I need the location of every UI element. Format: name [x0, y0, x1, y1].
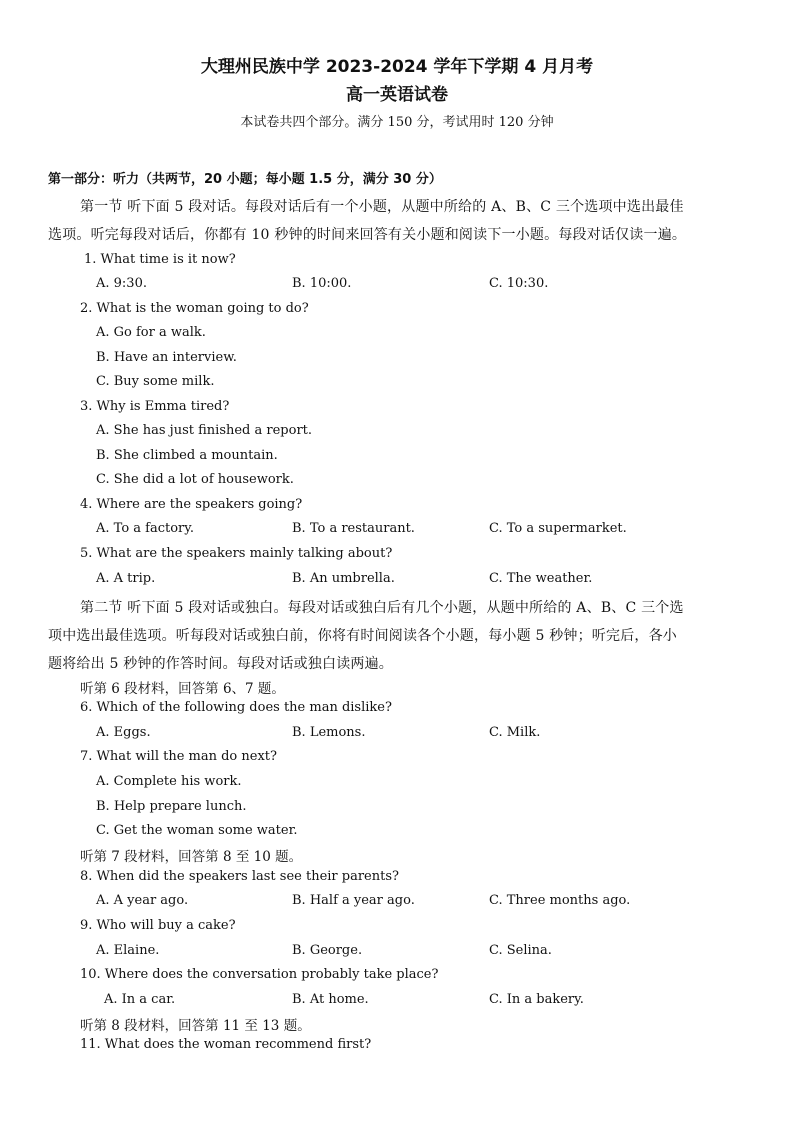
- q1-option-c: C. 10:30.: [489, 276, 549, 291]
- question-11: 11. What does the woman recommend first?: [80, 1037, 372, 1052]
- q9-option-b: B. George.: [292, 943, 363, 958]
- q8-option-b: B. Half a year ago.: [292, 893, 415, 908]
- question-7: 7. What will the man do next?: [80, 749, 277, 764]
- q4-option-a: A. To a factory.: [96, 521, 195, 536]
- section2-instruction-line1: 第二节 听下面 5 段对话或独白。每段对话或独白后有几个小题，从题中所给的 A、B、C 三个选: [80, 600, 684, 616]
- q4-option-c: C. To a supermarket.: [489, 521, 627, 536]
- listening-hint-8: 听第 8 段材料，回答第 11 至 13 题。: [80, 1018, 311, 1034]
- q8-option-a: A. A year ago.: [96, 893, 189, 908]
- section2-instruction-line2: 项中选出最佳选项。听每段对话或独白前，你将有时间阅读各个小题，每小题 5 秒钟；听完后，各小: [48, 628, 678, 644]
- exam-title: 大理州民族中学 2023-2024 学年下学期 4 月月考: [200, 57, 594, 77]
- q3-option-a: A. She has just finished a report.: [96, 423, 313, 438]
- q5-option-a: A. A trip.: [96, 571, 156, 586]
- q10-option-c: C. In a bakery.: [489, 992, 584, 1007]
- q9-option-a: A. Elaine.: [96, 943, 160, 958]
- listening-hint-7: 听第 7 段材料，回答第 8 至 10 题。: [80, 849, 303, 865]
- q2-option-a: A. Go for a walk.: [96, 325, 206, 340]
- q2-option-b: B. Have an interview.: [96, 350, 237, 365]
- section2-instruction-line3: 题将给出 5 秒钟的作答时间。每段对话或独白读两遍。: [48, 656, 394, 672]
- question-6: 6. Which of the following does the man dislike?: [80, 700, 392, 715]
- q5-option-b: B. An umbrella.: [292, 571, 395, 586]
- q8-option-c: C. Three months ago.: [489, 893, 631, 908]
- section1-instruction-line1: 第一节 听下面 5 段对话。每段对话后有一个小题，从题中所给的 A、B、C 三个选项中选出最佳: [80, 199, 684, 215]
- q5-option-c: C. The weather.: [489, 571, 593, 586]
- q3-option-c: C. She did a lot of housework.: [96, 472, 294, 487]
- q10-option-a: A. In a car.: [104, 992, 176, 1007]
- q10-option-b: B. At home.: [292, 992, 369, 1007]
- exam-subject-title: 高一英语试卷: [346, 85, 448, 105]
- part1-heading: 第一部分：听力（共两节，20 小题；每小题 1.5 分，满分 30 分）: [48, 172, 442, 187]
- section1-instruction-line2: 选项。听完每段对话后，你都有 10 秒钟的时间来回答有关小题和阅读下一小题。每段对话仅读一遍。: [48, 227, 687, 243]
- exam-info: 本试卷共四个部分。满分 150 分，考试用时 120 分钟: [240, 115, 554, 130]
- q7-option-a: A. Complete his work.: [96, 774, 242, 789]
- question-9: 9. Who will buy a cake?: [80, 918, 236, 933]
- question-10: 10. Where does the conversation probably take place?: [80, 967, 439, 982]
- q6-option-c: C. Milk.: [489, 725, 541, 740]
- question-1: 1. What time is it now?: [84, 252, 236, 267]
- question-2: 2. What is the woman going to do?: [80, 301, 309, 316]
- q3-option-b: B. She climbed a mountain.: [96, 448, 278, 463]
- listening-hint-6: 听第 6 段材料，回答第 6、7 题。: [80, 681, 285, 697]
- q2-option-c: C. Buy some milk.: [96, 374, 215, 389]
- question-4: 4. Where are the speakers going?: [80, 497, 303, 512]
- question-5: 5. What are the speakers mainly talking about?: [80, 546, 393, 561]
- q9-option-c: C. Selina.: [489, 943, 552, 958]
- q1-option-a: A. 9:30.: [96, 276, 147, 291]
- q6-option-a: A. Eggs.: [96, 725, 151, 740]
- q7-option-b: B. Help prepare lunch.: [96, 799, 247, 814]
- q4-option-b: B. To a restaurant.: [292, 521, 415, 536]
- q6-option-b: B. Lemons.: [292, 725, 366, 740]
- question-3: 3. Why is Emma tired?: [80, 399, 230, 414]
- q1-option-b: B. 10:00.: [292, 276, 352, 291]
- question-8: 8. When did the speakers last see their parents?: [80, 869, 399, 884]
- q7-option-c: C. Get the woman some water.: [96, 823, 298, 838]
